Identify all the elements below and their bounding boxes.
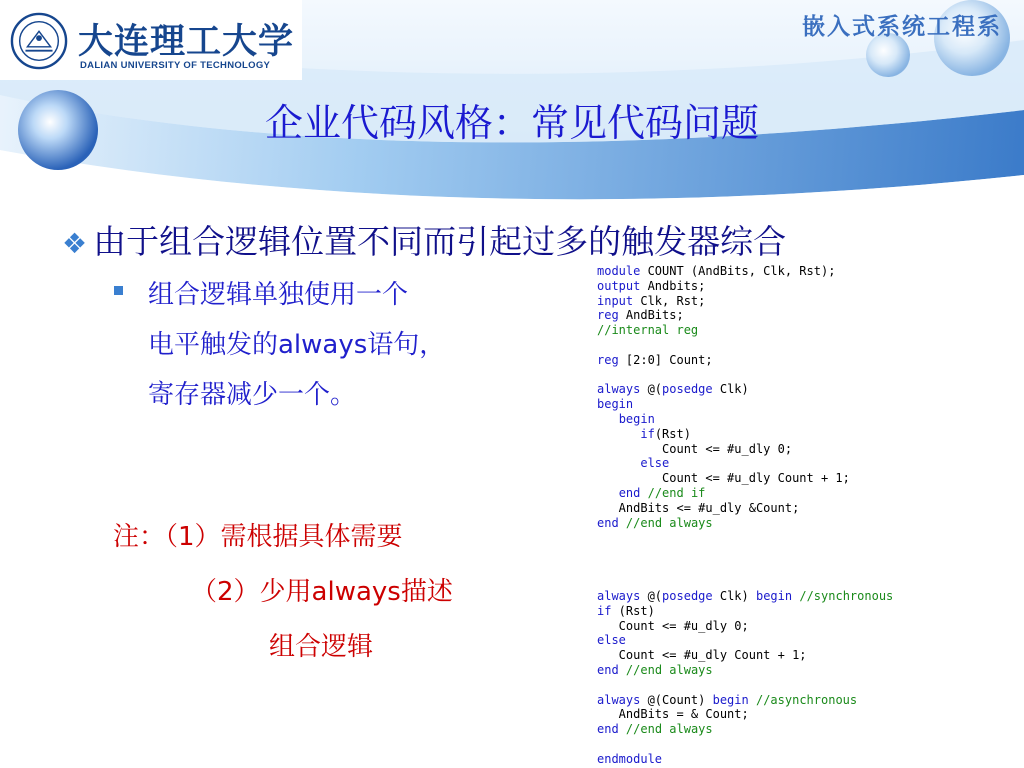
sub-bullet-line: 电平触发的always语句， [148, 330, 446, 360]
note-line: （2）少用always描述 [191, 577, 453, 607]
code-line [597, 619, 893, 634]
code-text: Clk) [712, 589, 756, 603]
code-comment: //end always [625, 722, 713, 737]
code-comment: //end always [625, 515, 713, 530]
main-bullet [62, 216, 786, 263]
note-block [113, 510, 453, 675]
code-text: (Rst) [611, 603, 655, 618]
note-line: 注：（1）需根据具体需要 [113, 522, 403, 552]
code-comment: //asynchronous [755, 692, 858, 707]
main-bullet-text: 由于组合逻辑位置不同而引起过多的触发器综合 [93, 222, 787, 261]
code-line [597, 663, 893, 678]
code-line [597, 308, 850, 323]
code-line [597, 382, 850, 397]
code-keyword: if [640, 426, 655, 441]
square-bullet-icon [114, 286, 123, 295]
code-keyword: else [640, 456, 670, 471]
code-line [597, 279, 850, 294]
code-line [597, 486, 850, 501]
code-keyword: if [597, 603, 612, 618]
code-line [597, 264, 850, 279]
code-line [597, 471, 850, 486]
university-name-en: DALIAN UNIVERSITY OF TECHNOLOGY [80, 60, 271, 71]
code-keyword: end [597, 515, 619, 530]
code-keyword: input [597, 293, 634, 308]
code-text [619, 722, 626, 736]
code-keyword: end [618, 485, 641, 500]
diamond-bullet-icon: ❖ [62, 227, 88, 260]
university-seal-icon [10, 12, 68, 70]
code-keyword: output [597, 278, 641, 293]
code-text [619, 516, 626, 530]
code-text: Andbits; [640, 278, 706, 293]
university-logo [0, 0, 302, 80]
code-text: @(Count) [640, 692, 713, 707]
code-keyword: always [597, 589, 641, 603]
code-text: Clk) [712, 382, 749, 397]
code-block-counter [597, 264, 850, 530]
code-text: AndBits = & Count; [597, 707, 749, 722]
code-comment: //synchronous [799, 589, 894, 603]
code-keyword: posedge [662, 382, 713, 397]
note-line: 组合逻辑 [269, 632, 374, 662]
code-line [597, 338, 850, 353]
code-line [597, 648, 893, 663]
code-keyword: endmodule [597, 751, 663, 766]
code-line [597, 737, 893, 752]
code-keyword: posedge [662, 589, 713, 603]
code-comment: //end always [625, 662, 713, 677]
code-line [597, 589, 893, 604]
code-comment: //end if [647, 485, 706, 500]
code-text: @( [640, 589, 663, 603]
code-line [597, 752, 893, 767]
code-keyword: begin [597, 397, 634, 412]
code-text [597, 427, 640, 441]
code-line [597, 353, 850, 368]
university-name-cn: 大连理工大学 [78, 21, 295, 62]
code-keyword: always [597, 382, 641, 397]
code-text: @( [640, 382, 663, 397]
code-keyword: module [597, 264, 641, 278]
code-block-split-always [597, 589, 893, 767]
code-keyword: end [597, 662, 619, 677]
code-line [597, 412, 850, 427]
code-keyword: reg [597, 308, 619, 323]
code-line [597, 516, 850, 531]
code-line [597, 501, 850, 516]
code-text [597, 486, 619, 500]
sub-bullet [114, 270, 445, 420]
code-line [597, 456, 850, 471]
code-keyword: begin [712, 692, 749, 707]
code-line [597, 368, 850, 383]
sub-bullet-line: 寄存器减少一个。 [148, 380, 357, 410]
code-line [597, 442, 850, 457]
code-keyword: begin [618, 411, 655, 426]
code-text: AndBits <= #u_dly &Count; [597, 500, 800, 515]
code-line [597, 397, 850, 412]
code-text [619, 663, 626, 677]
code-line [597, 323, 850, 338]
code-line [597, 294, 850, 309]
code-text [597, 412, 619, 426]
code-comment: //internal reg [597, 323, 699, 338]
code-text [597, 456, 640, 470]
slide-title: 企业代码风格：常见代码问题 [264, 101, 759, 145]
code-text: Clk, Rst; [633, 293, 706, 308]
code-text: Count <= #u_dly Count + 1; [597, 648, 807, 663]
code-text: Count <= #u_dly 0; [597, 618, 749, 633]
code-keyword: begin [755, 589, 793, 603]
code-text: (Rst) [654, 426, 691, 441]
code-line [597, 604, 893, 619]
code-line [597, 633, 893, 648]
code-text: Count <= #u_dly 0; [597, 441, 793, 456]
code-keyword: else [597, 633, 626, 648]
code-line [597, 693, 893, 708]
code-text [640, 486, 647, 500]
code-line [597, 678, 893, 693]
code-text: [2:0] Count; [618, 352, 713, 367]
code-text: AndBits; [618, 308, 684, 323]
code-keyword: end [597, 722, 619, 737]
code-text [749, 693, 756, 707]
code-keyword: reg [597, 352, 619, 367]
code-line [597, 427, 850, 442]
code-keyword: always [597, 692, 641, 707]
code-line [597, 707, 893, 722]
code-text: COUNT (AndBits, Clk, Rst); [640, 264, 836, 278]
sub-bullet-line: 组合逻辑单独使用一个 [148, 280, 409, 310]
department-name: 嵌入式系统工程系 [802, 13, 1002, 40]
code-line [597, 722, 893, 737]
code-text: Count <= #u_dly Count + 1; [597, 471, 850, 486]
